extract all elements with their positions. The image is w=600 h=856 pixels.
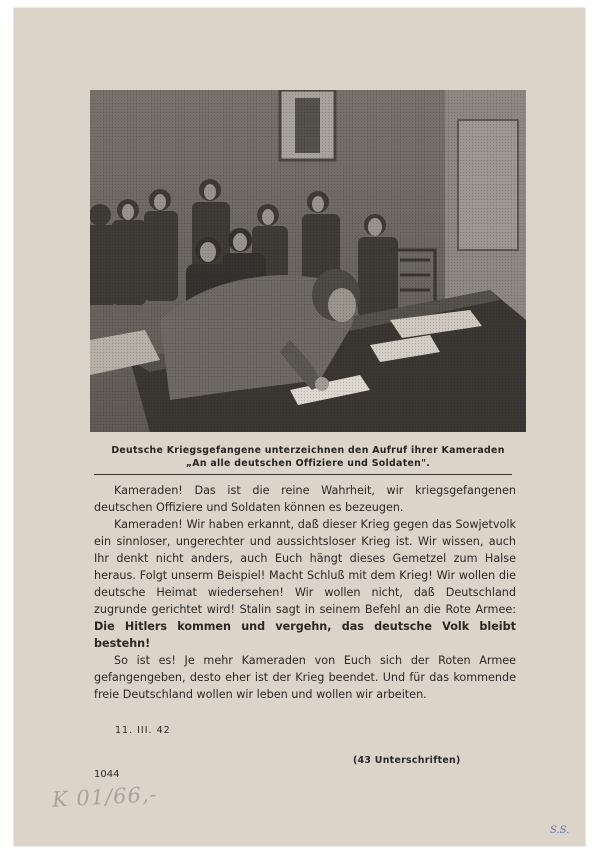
photo-prisoners-signing-icon [90, 90, 526, 432]
signatures-count: (43 Unterschriften) [353, 755, 461, 766]
paragraph-3: So ist es! Je mehr Kameraden von Euch sich der Roten Armee gefangengeben, desto eher ist der Krieg beendet. Und für das kommende freie Deutschland wollen wir leben und wollen wir arbeiten. [94, 654, 516, 701]
caption-divider [94, 474, 512, 475]
caption-line-2: „An alle deutschen Offiziere und Soldaten". [185, 458, 431, 469]
paragraph-2-text: Kameraden! Wir haben erkannt, daß dieser Krieg gegen das Sowjetvolk ein sinnloser, ungerechter und aussichtsloser Krieg ist. Wir wissen, auch Ihr denkt nicht anders, auch Euch hängt dieses Gemetzel zum Halse heraus. Folgt unserm Beispiel! Macht Schluß mit dem Krieg! Wir wollen die deutsche Heimat wiedersehen! Wir wollen nicht, daß Deutschland zugrunde gerichtet wird! Stalin sagt in seinem Befehl an die Rote Armee: [94, 518, 516, 616]
paragraph-1: Kameraden! Das ist die reine Wahrheit, wir kriegsgefangenen deutschen Offiziere und Soldaten können es bezeugen. [94, 484, 516, 514]
appeal-text [94, 482, 516, 703]
paragraph-2 [94, 516, 516, 652]
stamp-mark: S.S. [550, 825, 570, 836]
photo-caption [90, 444, 526, 470]
handwritten-note: K 01/66,- [51, 782, 159, 812]
stalin-quote: Die Hitlers kommen und vergehn, das deutsche Volk bleibt bestehn! [94, 620, 516, 650]
document-number: 1044 [94, 769, 120, 780]
caption-line-1: Deutsche Kriegsgefangene unterzeichnen den Aufruf ihrer Kameraden [111, 445, 505, 456]
date: 11. III. 42 [115, 725, 171, 736]
propaganda-photo [90, 90, 526, 432]
